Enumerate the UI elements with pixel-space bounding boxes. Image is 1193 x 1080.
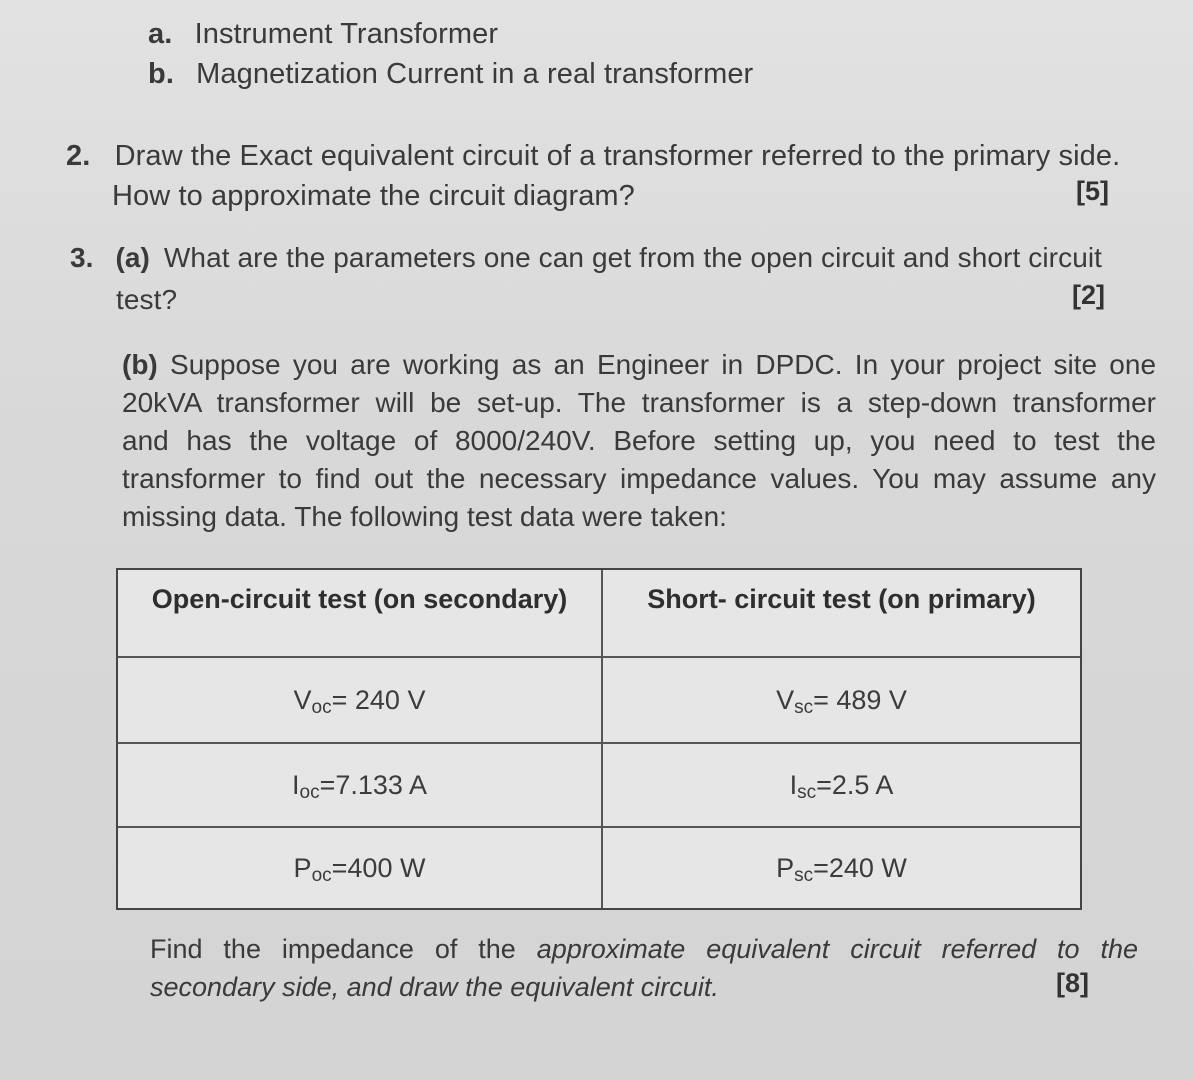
question-number: 3. [70,242,94,273]
list-marker: a. [148,18,173,50]
question-3a-line-2: test? [116,284,178,315]
list-item-b [148,58,753,91]
table-cell-ioc: I oc =7.133 A [118,744,603,828]
question-3a [70,242,1102,274]
final-question [150,930,1138,1006]
question-2-line-2: How to approximate the circuit diagram? [112,180,635,212]
test-data-table [116,568,1082,910]
question-text: Find the impedance of the approximate equivalent circuit referred to the [150,934,1139,964]
question-3b-line: 20kVA transformer will be set-up. The transformer is a step-down transformer [122,387,1156,418]
list-item-text: Instrument Transformer [194,18,499,50]
final-question-line-2: secondary side, and draw the equivalent circuit. [150,972,719,1002]
final-question-line [150,930,1138,968]
question-3b-line: transformer to find out the necessary impedance values. You may assume any [122,463,1156,494]
question-3b-line [122,346,1156,384]
table-header-short-circuit: Short- circuit test (on primary) [603,570,1080,658]
table-cell-poc: P oc =400 W [118,828,603,908]
list-item-a [148,18,498,51]
question-3b [122,346,1156,536]
question-text: Suppose you are working as an Engineer in DPDC. In your project site one [170,349,1157,380]
question-number: 2. [66,140,91,172]
question-2-marks: [5] [1076,176,1109,206]
list-marker: b. [148,58,174,90]
sub-question-label: (a) [115,242,150,273]
list-item-text: Magnetization Current in a real transformer [196,58,754,90]
table-header-open-circuit: Open-circuit test (on secondary) [118,570,603,658]
question-3b-line: missing data. The following test data were taken: [122,501,727,532]
question-text: Draw the Exact equivalent circuit of a transformer referred to the primary side. [114,140,1121,172]
table-cell-voc: V oc = 240 V [118,658,603,744]
final-question-marks: [8] [1056,968,1089,998]
question-3b-line: and has the voltage of 8000/240V. Before setting up, you need to test the [122,425,1156,456]
table-cell-isc: I sc =2.5 A [603,744,1080,828]
question-2 [66,140,1120,173]
sub-question-label: (b) [122,349,158,380]
question-text: What are the parameters one can get from the open circuit and short circuit [163,242,1103,273]
table-cell-vsc: V sc = 489 V [603,658,1080,744]
question-3a-marks: [2] [1072,280,1105,310]
table-cell-psc: P sc =240 W [776,852,907,886]
